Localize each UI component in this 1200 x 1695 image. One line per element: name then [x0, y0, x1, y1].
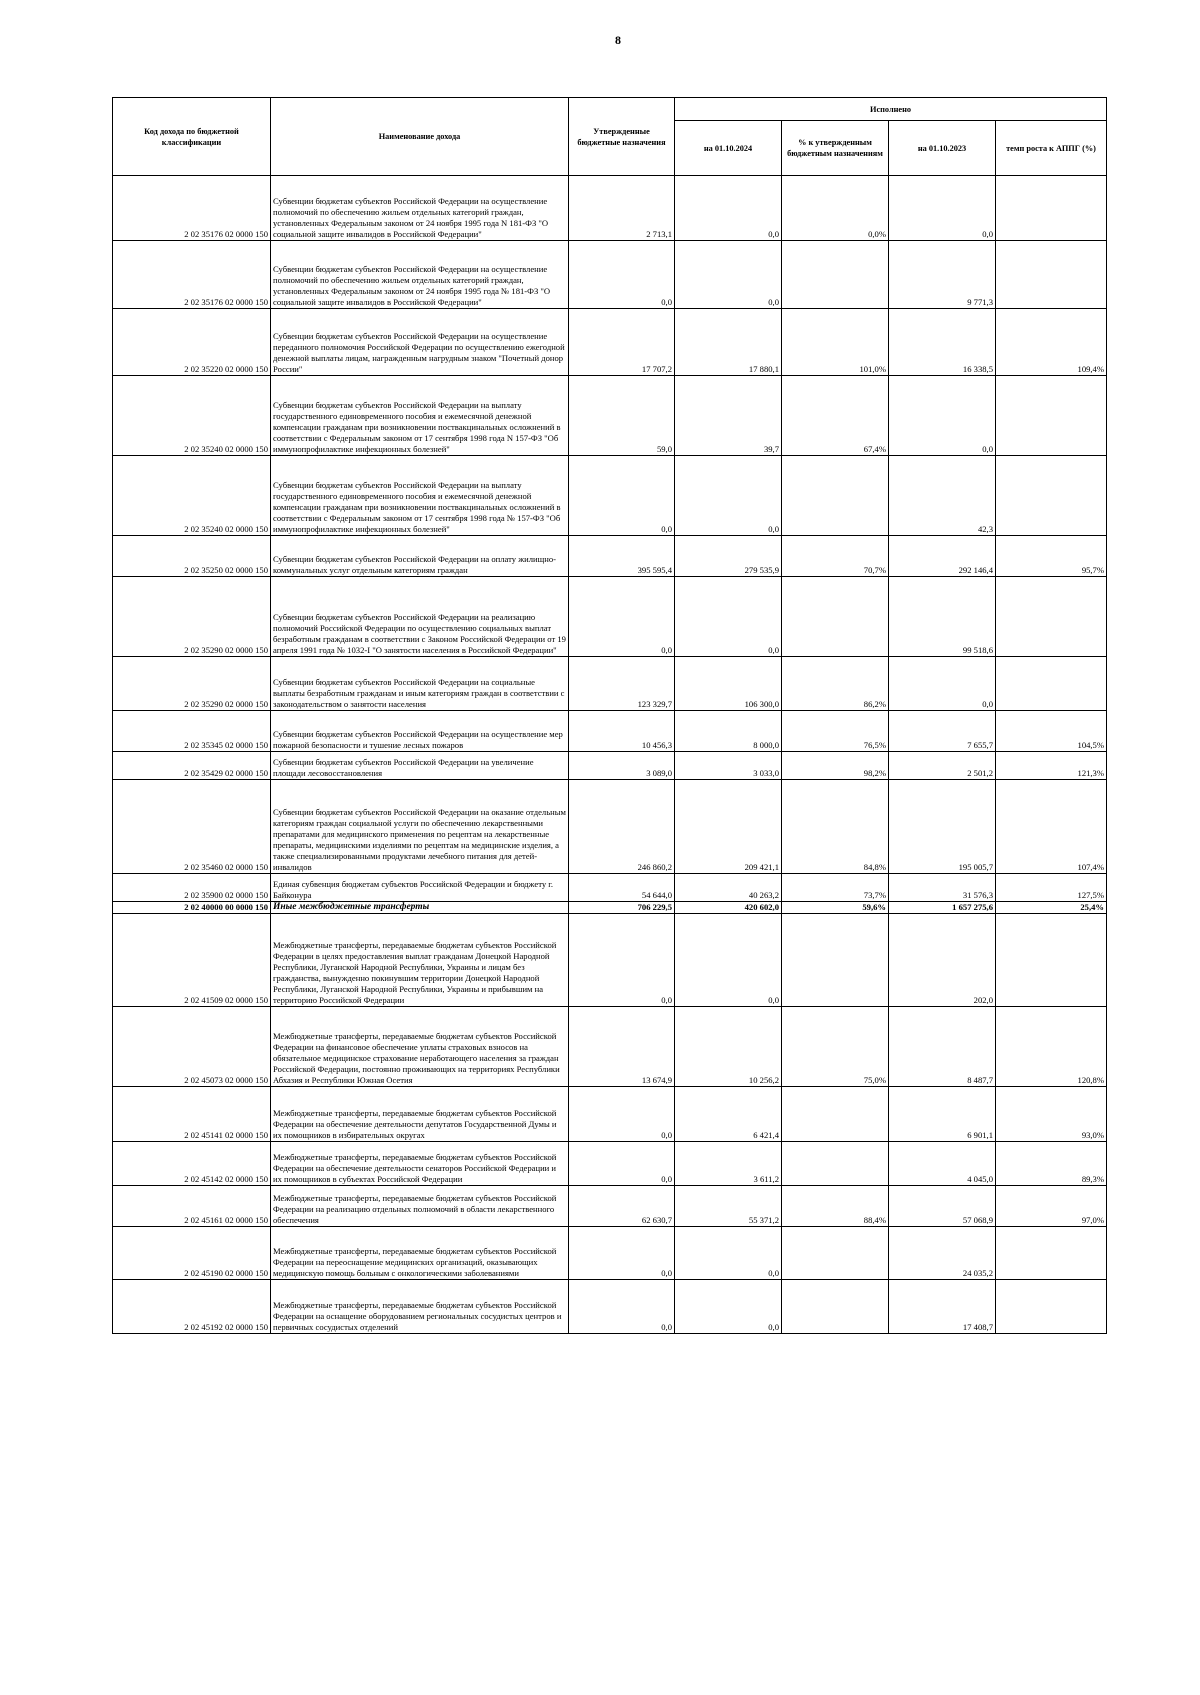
cell-on-2023: 202,0 — [889, 914, 996, 1007]
cell-pct-approved — [782, 1227, 889, 1280]
table-row — [113, 657, 1107, 711]
cell-name: Субвенции бюджетам субъектов Российской Федерации на осуществление полномочий по обеспечению жильем отдельных категорий граждан, установленных Федеральным законом от 24 ноября 1995 года N 181-ФЗ "О социальной защите инвалидов в Российской Федерации" — [271, 176, 569, 241]
cell-on-2023: 9 771,3 — [889, 241, 996, 309]
cell-pct-approved: 76,5% — [782, 711, 889, 752]
cell-name: Субвенции бюджетам субъектов Российской Федерации на оплату жилищно-коммунальных услуг отдельным категориям граждан — [271, 536, 569, 577]
cell-on-2024: 0,0 — [675, 176, 782, 241]
cell-code: 2 02 35290 02 0000 150 — [113, 657, 271, 711]
table-row — [113, 309, 1107, 376]
cell-growth: 97,0% — [996, 1186, 1107, 1227]
cell-on-2024: 40 263,2 — [675, 874, 782, 902]
cell-on-2023: 0,0 — [889, 176, 996, 241]
cell-code: 2 02 45073 02 0000 150 — [113, 1007, 271, 1087]
table-row — [113, 376, 1107, 456]
cell-code: 2 02 35250 02 0000 150 — [113, 536, 271, 577]
table-row — [113, 241, 1107, 309]
cell-code: 2 02 45192 02 0000 150 — [113, 1280, 271, 1334]
cell-approved: 0,0 — [569, 577, 675, 657]
header-executed: Исполнено — [675, 98, 1107, 121]
cell-approved: 59,0 — [569, 376, 675, 456]
cell-pct-approved: 59,6% — [782, 902, 889, 914]
cell-on-2024: 39,7 — [675, 376, 782, 456]
cell-pct-approved: 70,7% — [782, 536, 889, 577]
table-row — [113, 780, 1107, 874]
cell-growth — [996, 1280, 1107, 1334]
cell-name: Межбюджетные трансферты, передаваемые бюджетам субъектов Российской Федерации на финансовое обеспечение уплаты страховых взносов на обязательное медицинское страхование неработающего населения за граждан Российской Федерации, постоянно проживающих на территориях Республики Абхазия и Республики Южная Осетия — [271, 1007, 569, 1087]
cell-on-2024: 0,0 — [675, 914, 782, 1007]
cell-on-2024: 0,0 — [675, 577, 782, 657]
cell-approved: 0,0 — [569, 1087, 675, 1142]
cell-on-2023: 4 045,0 — [889, 1142, 996, 1186]
cell-name: Межбюджетные трансферты, передаваемые бюджетам субъектов Российской Федерации на обеспечение деятельности депутатов Государственной Думы и их помощников в избирательных округах — [271, 1087, 569, 1142]
table-row — [113, 1186, 1107, 1227]
header-code: Код дохода по бюджетной классификации — [113, 98, 271, 176]
cell-on-2024: 0,0 — [675, 241, 782, 309]
table-row — [113, 176, 1107, 241]
cell-on-2023: 0,0 — [889, 376, 996, 456]
table-row — [113, 536, 1107, 577]
cell-name: Субвенции бюджетам субъектов Российской Федерации на социальные выплаты безработным гражданам и иным категориям граждан в соответствии с законодательством о занятости населения — [271, 657, 569, 711]
cell-growth — [996, 914, 1107, 1007]
cell-growth — [996, 1227, 1107, 1280]
cell-name: Иные межбюджетные трансферты — [271, 902, 569, 914]
cell-code: 2 02 45190 02 0000 150 — [113, 1227, 271, 1280]
cell-code: 2 02 35290 02 0000 150 — [113, 577, 271, 657]
cell-approved: 0,0 — [569, 1280, 675, 1334]
cell-pct-approved — [782, 241, 889, 309]
header-on-2024: на 01.10.2024 — [675, 121, 782, 176]
cell-growth — [996, 456, 1107, 536]
cell-on-2023: 17 408,7 — [889, 1280, 996, 1334]
cell-approved: 10 456,3 — [569, 711, 675, 752]
cell-name: Субвенции бюджетам субъектов Российской Федерации на реализацию полномочий Российской Федерации по осуществлению социальных выплат безработным гражданам в соответствии с Законом Российской Федерации от 19 апреля 1991 года № 1032-I "О занятости населения в Российской Федерации" — [271, 577, 569, 657]
cell-on-2023: 16 338,5 — [889, 309, 996, 376]
cell-on-2023: 24 035,2 — [889, 1227, 996, 1280]
cell-code: 2 02 35176 02 0000 150 — [113, 176, 271, 241]
cell-approved: 62 630,7 — [569, 1186, 675, 1227]
cell-growth: 89,3% — [996, 1142, 1107, 1186]
cell-approved: 706 229,5 — [569, 902, 675, 914]
cell-name: Субвенции бюджетам субъектов Российской Федерации на оказание отдельным категориям граждан социальной услуги по обеспечению лекарственными препаратами для медицинского применения по рецептам на лекарственные препараты, медицинскими изделиями по рецептам на медицинские изделия, а также специализированными продуктами лечебного питания для детей-инвалидов — [271, 780, 569, 874]
cell-on-2023: 292 146,4 — [889, 536, 996, 577]
cell-name: Межбюджетные трансферты, передаваемые бюджетам субъектов Российской Федерации на обеспечение деятельности сенаторов Российской Федерации и их помощников в субъектах Российской Федерации — [271, 1142, 569, 1186]
cell-code: 2 02 35220 02 0000 150 — [113, 309, 271, 376]
cell-approved: 3 089,0 — [569, 752, 675, 780]
cell-approved: 2 713,1 — [569, 176, 675, 241]
cell-pct-approved: 75,0% — [782, 1007, 889, 1087]
cell-code: 2 02 45142 02 0000 150 — [113, 1142, 271, 1186]
cell-pct-approved — [782, 1087, 889, 1142]
cell-approved: 123 329,7 — [569, 657, 675, 711]
cell-on-2023: 1 657 275,6 — [889, 902, 996, 914]
cell-code: 2 02 35429 02 0000 150 — [113, 752, 271, 780]
table-row — [113, 1007, 1107, 1087]
cell-growth: 95,7% — [996, 536, 1107, 577]
cell-on-2024: 3 611,2 — [675, 1142, 782, 1186]
table-row — [113, 711, 1107, 752]
cell-on-2024: 0,0 — [675, 456, 782, 536]
cell-code: 2 02 35900 02 0000 150 — [113, 874, 271, 902]
table-row — [113, 752, 1107, 780]
cell-approved: 0,0 — [569, 1227, 675, 1280]
cell-on-2024: 3 033,0 — [675, 752, 782, 780]
cell-pct-approved: 98,2% — [782, 752, 889, 780]
cell-growth: 127,5% — [996, 874, 1107, 902]
cell-approved: 0,0 — [569, 456, 675, 536]
page-number: 8 — [615, 33, 621, 47]
cell-code: 2 02 35240 02 0000 150 — [113, 376, 271, 456]
cell-name: Субвенции бюджетам субъектов Российской Федерации на осуществление полномочий по обеспечению жильем отдельных категорий граждан, установленных Федеральным законом от 24 ноября 1995 года № 181-ФЗ "О социальной защите инвалидов в Российской Федерации" — [271, 241, 569, 309]
cell-on-2024: 420 602,0 — [675, 902, 782, 914]
cell-code: 2 02 35345 02 0000 150 — [113, 711, 271, 752]
cell-approved: 395 595,4 — [569, 536, 675, 577]
cell-on-2023: 7 655,7 — [889, 711, 996, 752]
cell-code: 2 02 45141 02 0000 150 — [113, 1087, 271, 1142]
cell-pct-approved — [782, 1142, 889, 1186]
cell-name: Субвенции бюджетам субъектов Российской Федерации на увеличение площади лесовосстановления — [271, 752, 569, 780]
cell-approved: 0,0 — [569, 1142, 675, 1186]
header-name: Наименование дохода — [271, 98, 569, 176]
cell-on-2023: 57 068,9 — [889, 1186, 996, 1227]
cell-pct-approved — [782, 1280, 889, 1334]
revenue-table — [112, 97, 1107, 1334]
cell-pct-approved: 0,0% — [782, 176, 889, 241]
cell-code: 2 02 41509 02 0000 150 — [113, 914, 271, 1007]
table-row — [113, 1227, 1107, 1280]
table-row — [113, 1280, 1107, 1334]
cell-pct-approved: 88,4% — [782, 1186, 889, 1227]
cell-on-2024: 10 256,2 — [675, 1007, 782, 1087]
cell-name: Единая субвенция бюджетам субъектов Российской Федерации и бюджету г. Байконура — [271, 874, 569, 902]
cell-name: Субвенции бюджетам субъектов Российской Федерации на выплату государственного единовременного пособия и ежемесячной денежной компенсации гражданам при возникновении поствакцинальных осложнений в соответствии с Федеральным законом от 17 сентября 1998 года N 157-ФЗ "Об иммунопрофилактике инфекционных болезней" — [271, 376, 569, 456]
cell-on-2023: 2 501,2 — [889, 752, 996, 780]
cell-code: 2 02 35240 02 0000 150 — [113, 456, 271, 536]
cell-name: Субвенции бюджетам субъектов Российской Федерации на осуществление переданного полномочия Российской Федерации по осуществлению ежегодной денежной выплаты лицам, награжденным нагрудным знаком "Почетный донор России" — [271, 309, 569, 376]
cell-growth: 121,3% — [996, 752, 1107, 780]
header-growth: темп роста к АППГ (%) — [996, 121, 1107, 176]
cell-on-2024: 6 421,4 — [675, 1087, 782, 1142]
table-row — [113, 1142, 1107, 1186]
cell-on-2024: 279 535,9 — [675, 536, 782, 577]
cell-approved: 17 707,2 — [569, 309, 675, 376]
cell-approved: 13 674,9 — [569, 1007, 675, 1087]
table-row — [113, 874, 1107, 902]
cell-code: 2 02 35460 02 0000 150 — [113, 780, 271, 874]
table-row — [113, 577, 1107, 657]
table-row — [113, 1087, 1107, 1142]
cell-code: 2 02 45161 02 0000 150 — [113, 1186, 271, 1227]
cell-name: Субвенции бюджетам субъектов Российской Федерации на выплату государственного единовременного пособия и ежемесячной денежной компенсации гражданам при возникновении поствакцинальных осложнений в соответствии с Федеральным законом от 17 сентября 1998 года № 157-ФЗ "Об иммунопрофилактике инфекционных болезней" — [271, 456, 569, 536]
cell-growth: 93,0% — [996, 1087, 1107, 1142]
cell-pct-approved: 101,0% — [782, 309, 889, 376]
cell-pct-approved: 67,4% — [782, 376, 889, 456]
cell-growth: 107,4% — [996, 780, 1107, 874]
cell-growth — [996, 176, 1107, 241]
cell-on-2023: 42,3 — [889, 456, 996, 536]
cell-growth: 109,4% — [996, 309, 1107, 376]
cell-on-2023: 99 518,6 — [889, 577, 996, 657]
cell-pct-approved — [782, 577, 889, 657]
cell-pct-approved: 84,8% — [782, 780, 889, 874]
cell-on-2023: 0,0 — [889, 657, 996, 711]
cell-pct-approved — [782, 914, 889, 1007]
cell-code: 2 02 40000 00 0000 150 — [113, 902, 271, 914]
cell-code: 2 02 35176 02 0000 150 — [113, 241, 271, 309]
cell-on-2023: 31 576,3 — [889, 874, 996, 902]
cell-growth — [996, 376, 1107, 456]
cell-pct-approved: 73,7% — [782, 874, 889, 902]
cell-on-2023: 195 005,7 — [889, 780, 996, 874]
cell-on-2024: 106 300,0 — [675, 657, 782, 711]
cell-name: Субвенции бюджетам субъектов Российской Федерации на осуществление мер пожарной безопасности и тушение лесных пожаров — [271, 711, 569, 752]
table-body — [113, 176, 1107, 1334]
cell-on-2023: 8 487,7 — [889, 1007, 996, 1087]
cell-growth — [996, 657, 1107, 711]
cell-pct-approved: 86,2% — [782, 657, 889, 711]
cell-growth: 104,5% — [996, 711, 1107, 752]
cell-on-2024: 55 371,2 — [675, 1186, 782, 1227]
cell-on-2024: 0,0 — [675, 1280, 782, 1334]
cell-on-2024: 8 000,0 — [675, 711, 782, 752]
cell-on-2023: 6 901,1 — [889, 1087, 996, 1142]
cell-growth: 120,8% — [996, 1007, 1107, 1087]
cell-on-2024: 0,0 — [675, 1227, 782, 1280]
cell-on-2024: 209 421,1 — [675, 780, 782, 874]
header-on-2023: на 01.10.2023 — [889, 121, 996, 176]
cell-approved: 54 644,0 — [569, 874, 675, 902]
table-row — [113, 914, 1107, 1007]
cell-growth — [996, 577, 1107, 657]
cell-growth: 25,4% — [996, 902, 1107, 914]
cell-name: Межбюджетные трансферты, передаваемые бюджетам субъектов Российской Федерации в целях предоставления выплат гражданам Донецкой Народной Республики, Луганской Народной Республики, Украины и лицам без гражданства, вынужденно покинувшим территории Донецкой Народной Республики, Луганской Народной Республики, Украины и прибывшим на территорию Российской Федерации — [271, 914, 569, 1007]
table-row — [113, 456, 1107, 536]
table-row — [113, 902, 1107, 914]
cell-growth — [996, 241, 1107, 309]
header-approved: Утвержденные бюджетные назначения — [569, 98, 675, 176]
cell-on-2024: 17 880,1 — [675, 309, 782, 376]
cell-name: Межбюджетные трансферты, передаваемые бюджетам субъектов Российской Федерации на оснащение оборудованием региональных сосудистых центров и первичных сосудистых отделений — [271, 1280, 569, 1334]
cell-approved: 0,0 — [569, 914, 675, 1007]
cell-pct-approved — [782, 456, 889, 536]
cell-name: Межбюджетные трансферты, передаваемые бюджетам субъектов Российской Федерации на реализацию отдельных полномочий в области лекарственного обеспечения — [271, 1186, 569, 1227]
cell-approved: 0,0 — [569, 241, 675, 309]
header-pct-approved: % к утвержденным бюджетным назначениям — [782, 121, 889, 176]
cell-approved: 246 860,2 — [569, 780, 675, 874]
cell-name: Межбюджетные трансферты, передаваемые бюджетам субъектов Российской Федерации на переоснащение медицинских организаций, оказывающих медицинскую помощь больным с онкологическими заболеваниями — [271, 1227, 569, 1280]
